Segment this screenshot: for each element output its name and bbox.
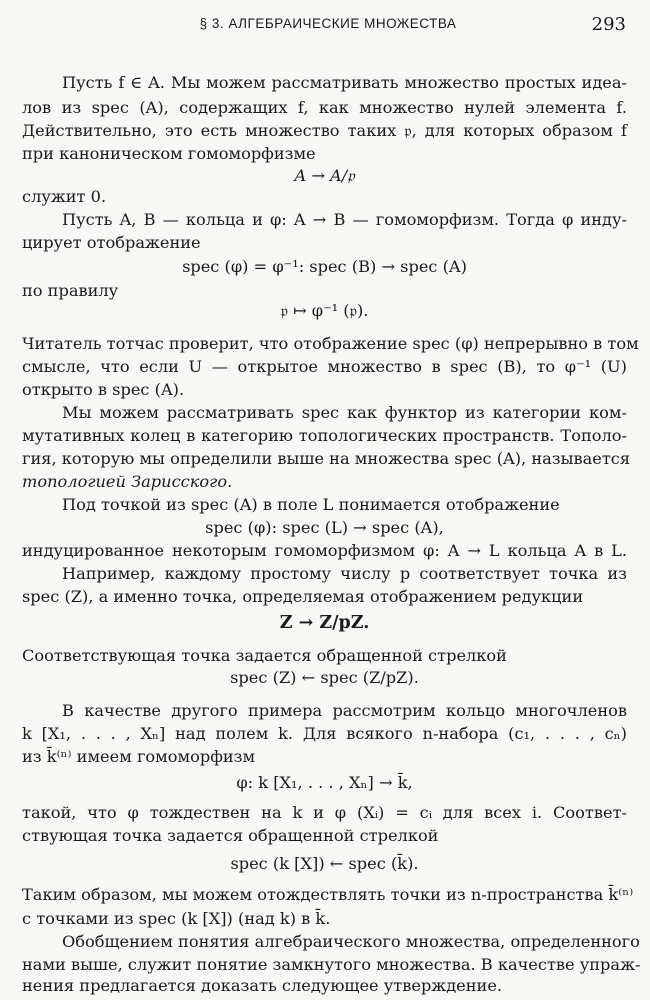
display-formula: A → A/𝔭 bbox=[294, 166, 355, 185]
text-line: Соответствующая точка задается обращенной стрелкой bbox=[22, 646, 507, 665]
text-line: цирует отображение bbox=[22, 233, 201, 252]
text-line: служит 0. bbox=[22, 187, 107, 206]
text-line: ствующая точка задается обращенной стрелкой bbox=[22, 826, 439, 845]
section-title: § 3. АЛГЕБРАИЧЕСКИЕ МНОЖЕСТВА bbox=[199, 16, 457, 31]
text-line: Под точкой из spec (A) в поле L понимается отображение bbox=[62, 495, 560, 514]
text-line: Читатель тотчас проверит, что отображение spec (φ) непрерывно в том bbox=[22, 334, 639, 353]
text-line: Мы можем рассматривать spec как функтор из категории ком- bbox=[62, 403, 627, 422]
text-line: открыто в spec (A). bbox=[22, 380, 185, 399]
text-line: при каноническом гомоморфизме bbox=[22, 144, 316, 163]
text-line: по правилу bbox=[22, 281, 119, 300]
text-line: Обобщением понятия алгебраического множества, определенного bbox=[62, 932, 640, 951]
display-formula: φ: k [X₁, . . . , Xₙ] → k̄, bbox=[236, 773, 413, 792]
text-line: мутативных колец в категорию топологических пространств. Тополо- bbox=[22, 426, 627, 445]
text-line: с точками из spec (k [X]) (над k) в k̄. bbox=[22, 909, 331, 928]
display-formula: Z → Z/pZ. bbox=[279, 613, 370, 633]
text-line: k [X₁, . . . , Xₙ] над полем k. Для всякого n-набора (c₁, . . . , cₙ) bbox=[22, 724, 627, 743]
text-line: нения предлагается доказать следующее утверждение. bbox=[22, 976, 503, 995]
text-line: Таким образом, мы можем отождествлять точки из n-пространства k̄⁽ⁿ⁾ bbox=[22, 885, 634, 904]
display-formula: spec (Z) ← spec (Z/pZ). bbox=[230, 668, 419, 687]
text-line-italic-term: топологией Зарисского. bbox=[22, 472, 233, 491]
running-header bbox=[0, 14, 650, 38]
text-line: такой, что φ тождествен на k и φ (Xᵢ) = cᵢ для всех i. Соответ- bbox=[22, 803, 627, 822]
text-line: из k̄⁽ⁿ⁾ имеем гомоморфизм bbox=[22, 747, 256, 766]
display-formula: spec (φ) = φ⁻¹: spec (B) → spec (A) bbox=[182, 257, 467, 276]
text-line: Пусть f ∈ A. Мы можем рассматривать множество простых идеа- bbox=[62, 73, 627, 92]
display-formula: spec (φ): spec (L) → spec (A), bbox=[205, 518, 444, 537]
text-line: смысле, что если U — открытое множество в spec (B), то φ⁻¹ (U) bbox=[22, 357, 627, 376]
text-line: spec (Z), а именно точка, определяемая отображением редукции bbox=[22, 587, 584, 606]
page-number: 293 bbox=[591, 14, 626, 35]
text-line: индуцированное некоторым гомоморфизмом φ: A → L кольца A в L. bbox=[22, 541, 627, 560]
display-formula: 𝔭 ↦ φ⁻¹ (𝔭). bbox=[280, 301, 369, 320]
text-line: Пусть A, B — кольца и φ: A → B — гомоморфизм. Тогда φ инду- bbox=[62, 210, 627, 229]
text-line: гия, которую мы определили выше на множества spec (A), называется bbox=[22, 449, 631, 468]
text-line: Действительно, это есть множество таких 𝔭, для которых образом f bbox=[22, 121, 627, 140]
display-formula: spec (k [X]) ← spec (k̄). bbox=[230, 854, 419, 873]
text-line: В качестве другого примера рассмотрим кольцо многочленов bbox=[62, 701, 627, 720]
text-line: Например, каждому простому числу p соответствует точка из bbox=[62, 564, 627, 583]
text-line: лов из spec (A), содержащих f, как множество нулей элемента f. bbox=[22, 98, 627, 117]
text-line: нами выше, служит понятие замкнутого множества. В качестве упраж- bbox=[22, 955, 641, 974]
